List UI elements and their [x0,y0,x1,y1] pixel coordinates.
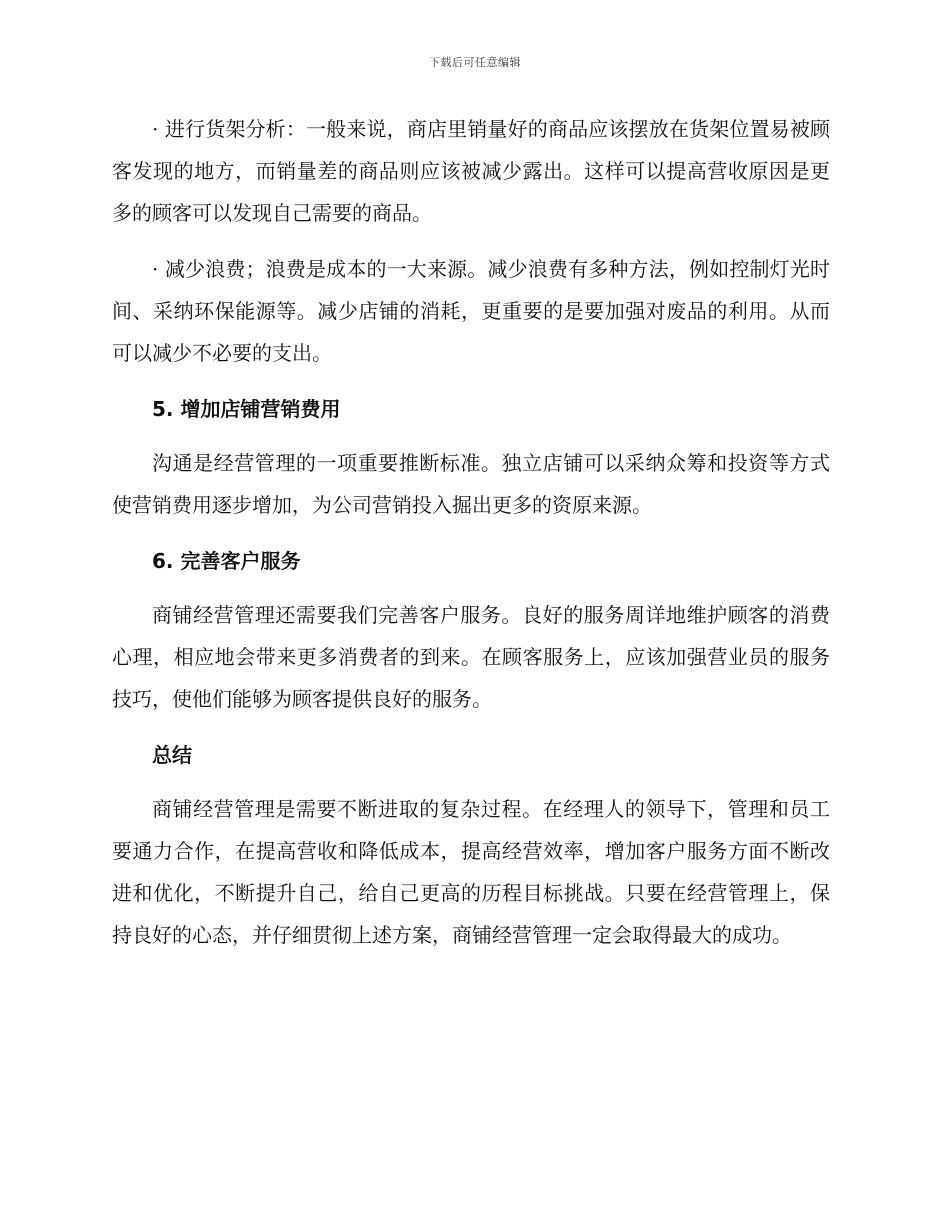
paragraph-reduce-waste: · 减少浪费；浪费是成本的一大来源。减少浪费有多种方法，例如控制灯光时间、采纳环保能源等。减少店铺的消耗，更重要的是要加强对废品的利用。从而可以减少不必要的支出。 [112,257,830,365]
page-header: 下载后可任意编辑 [429,56,521,69]
heading-summary: 总结 [152,743,192,767]
paragraph-customer-service: 商铺经营管理还需要我们完善客户服务。良好的服务周详地维护顾客的消费心理，相应地会带来更多消费者的到来。在顾客服务上，应该加强营业员的服务技巧，使他们能够为顾客提供良好的服务。 [112,603,830,711]
paragraph-shelf-analysis: · 进行货架分析：一般来说，商店里销量好的商品应该摆放在货架位置易被顾客发现的地方，而销量差的商品则应该被减少露出。这样可以提高营收原因是更多的顾客可以发现自己需要的商品。 [112,117,830,225]
heading-marketing-cost: 5. 增加店铺营销费用 [152,397,341,421]
paragraph-summary: 商铺经营管理是需要不断进取的复杂过程。在经理人的领导下，管理和员工要通力合作，在提高营收和降低成本，提高经营效率，增加客户服务方面不断改进和优化，不断提升自己，给自己更高的历程目标挑战。只要在经营管理上，保持良好的心态，并仔细贯彻上述方案，商铺经营管理一定会取得最大的成功。 [112,797,830,947]
paragraph-marketing-cost: 沟通是经营管理的一项重要推断标准。独立店铺可以采纳众筹和投资等方式使营销费用逐步增加，为公司营销投入掘出更多的资原来源。 [112,451,830,517]
document-body [112,108,830,970]
heading-customer-service: 6. 完善客户服务 [152,549,301,573]
